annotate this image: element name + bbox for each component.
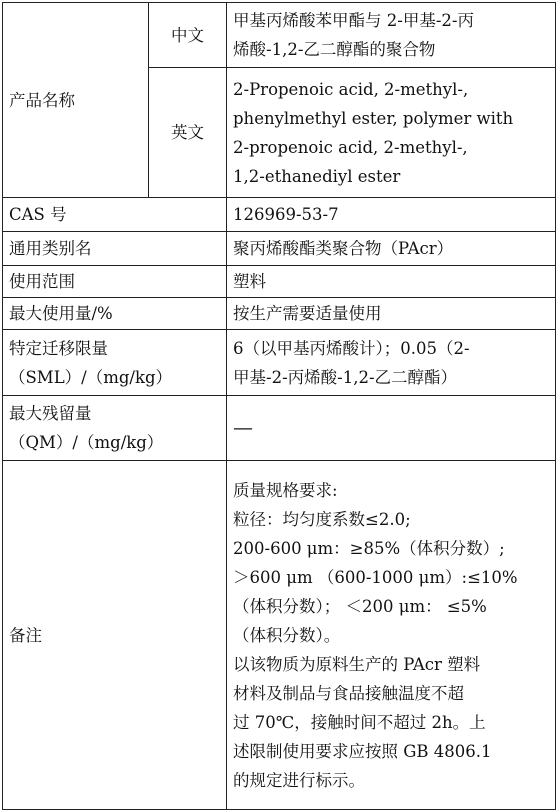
table-row [3,232,556,266]
english-name-line: 2-propenoic acid, 2-methyl-, [233,137,468,157]
qm-label-line: 最大残留量 [9,404,92,423]
remarks-line: 粒径：均匀度系数≤2.0; [233,509,411,529]
cas-label: CAS 号 [3,198,227,232]
english-label: 英文 [149,68,227,198]
sml-value-line: 6（以甲基丙烯酸计）；0.05（2- [233,338,470,358]
sml-label [3,330,227,396]
english-name-line: 2-Propenoic acid, 2-methyl-, [233,79,469,99]
sml-value [227,330,556,396]
table-row [3,461,556,810]
remarks-line: 材料及制品与食品接触温度不超 [233,683,464,703]
remarks-line: 以该物质为原料生产的 PAcr 塑料 [233,654,481,674]
qm-value [227,396,556,461]
product-name-label: 产品名称 [3,3,149,198]
english-name-line: 1,2-ethanediyl ester [233,166,401,186]
table-row [3,3,556,68]
english-name-line: phenylmethyl ester, polymer with [233,108,514,128]
remarks-line: （体积分数）。 [233,625,341,645]
table-row [3,330,556,396]
chinese-name-value [227,3,556,68]
scope-value: 塑料 [227,266,556,298]
sml-label-line: （SML）/（mg/kg） [9,367,173,387]
max-use-value: 按生产需要适量使用 [227,298,556,330]
remarks-line: （体积分数）； ＜200 μm： ≤5% [233,596,487,616]
sml-value-line: 甲基-2-丙烯酸-1,2-乙二醇酯） [233,367,458,387]
sml-label-line: 特定迁移限量 [9,338,108,358]
english-name-value [227,68,556,198]
remarks-line: 质量规格要求: [233,480,338,500]
remarks-line: 的规定进行标示。 [233,770,365,790]
scope-label: 使用范围 [3,266,227,298]
table-row [3,396,556,461]
qm-label-line: （QM）/（mg/kg） [9,433,164,452]
category-label: 通用类别名 [3,232,227,266]
remarks-line: 200-600 μm：≥85%（体积分数）; [233,538,505,558]
table-row [3,298,556,330]
remarks-line: 过 70℃，接触时间不超过 2h。上 [233,712,486,732]
remarks-line: ＞600 μm （600-1000 μm）:≤10% [233,567,518,587]
remarks-value [227,461,556,810]
remarks-line: 述限制使用要求应按照 GB 4806.1 [233,741,492,761]
chinese-name-line: 烯酸-1,2-乙二醇酯的聚合物 [233,40,436,59]
chinese-label: 中文 [149,3,227,68]
additive-spec-table [2,2,556,810]
category-value: 聚丙烯酸酯类聚合物（PAcr） [227,232,556,266]
remarks-label: 备注 [3,461,227,810]
qm-label [3,396,227,461]
chinese-name-line: 甲基丙烯酸苯甲酯与 2-甲基-2-丙 [233,11,474,30]
qm-dash: — [233,415,253,439]
table-row [3,266,556,298]
cas-value: 126969-53-7 [227,198,556,232]
max-use-label: 最大使用量/% [3,298,227,330]
table-row [3,198,556,232]
